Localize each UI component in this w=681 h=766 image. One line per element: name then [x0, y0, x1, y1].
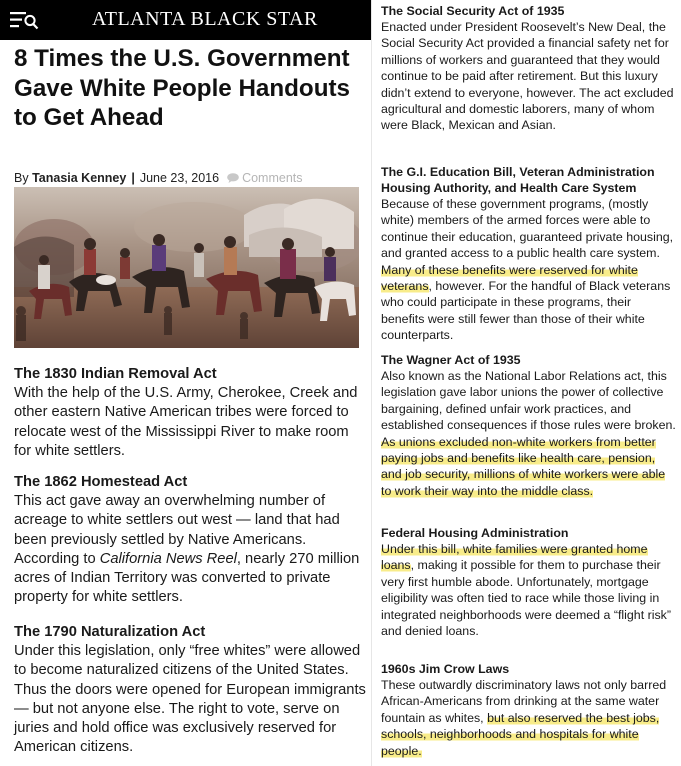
byline-prefix: By: [14, 171, 29, 185]
body-text: These outwardly discriminatory laws not only barred African-Americans from drinking at the same water fountain as whites,: [381, 678, 667, 725]
section-body: Under this legislation, only “free whites” were allowed to become naturalized citizens of the United States. Thus the doors were opened for European immigrants — but not anyone else. The right to vote, serve on juries and hold office was exclusively reserved for American citizens.: [14, 643, 366, 756]
site-logo[interactable]: ATLANTA BLACK STAR: [92, 8, 318, 30]
section-body: [381, 541, 677, 639]
section-naturalization-act: [14, 623, 366, 758]
section-body: [381, 368, 677, 499]
section-wagner-act: [381, 352, 677, 499]
highlighted-text: Under this bill, white families were granted home loans: [381, 542, 648, 573]
author-link[interactable]: Tanasia Kenney: [32, 171, 127, 185]
section-title: The G.I. Education Bill, Veteran Administration Housing Authority, and Health Care System: [381, 165, 655, 195]
section-title: The Social Security Act of 1935: [381, 4, 565, 18]
site-header: [0, 0, 372, 40]
section-body: Enacted under President Roosevelt’s New Deal, the Social Security Act provided a financial safety net for millions of workers and guaranteed that they would continue to be paid after retirement. But this luxury didn’t extend to everyone, however. The act excluded agricultural and domestic laborers, many of whom were Black, Mexican and Asian.: [381, 20, 674, 133]
comments-label: Comments: [242, 171, 303, 185]
body-text: This act gave away an overwhelming number of acreage to white settlers out west — land that had been previously settled by Native Americans. According to: [14, 493, 340, 567]
section-body: [381, 196, 677, 344]
hero-painting[interactable]: [14, 187, 359, 348]
section-homestead-act: [14, 473, 366, 608]
section-title: The 1790 Naturalization Act: [14, 624, 206, 640]
section-title: Federal Housing Administration: [381, 526, 569, 540]
menu-search-icon[interactable]: [10, 10, 40, 30]
section-title: The 1830 Indian Removal Act: [14, 366, 217, 382]
highlighted-text: As unions excluded non-white workers from better paying jobs and benefits like health care, pension, and job security, millions of white workers were able to work their way into the middle class.: [381, 434, 666, 498]
body-text: , nearly 270 million acres of Indian Territory was converted to private property for white settlers.: [14, 550, 360, 606]
section-social-security-act: [381, 3, 677, 134]
highlighted-text: but also reserved the best jobs, schools, neighborhoods and hospitals for white people.: [381, 710, 660, 758]
article-date: June 23, 2016: [139, 171, 220, 185]
right-column: [372, 0, 681, 766]
section-body: With the help of the U.S. Army, Cherokee, Creek and other eastern Native American tribes were forced to relocate west of the Mississippi River to make room for white settlers.: [14, 385, 358, 459]
section-jim-crow-laws: [381, 661, 677, 759]
section-title: The Wagner Act of 1935: [381, 353, 521, 367]
body-text: Because of these government programs, (mostly white) members of the armed forces were able to continue their education, guaranteed private housing, and granted access to a public health care system.: [381, 197, 674, 261]
section-gi-bill: [381, 164, 677, 344]
body-text: Also known as the National Labor Relations act, this legislation gave labor unions the power of collective bargaining, defined unfair work practices, and established consequences if those rules were broken.: [381, 369, 676, 433]
section-federal-housing: [381, 525, 677, 639]
source-citation: California News Reel: [99, 550, 237, 567]
article-headline: 8 Times the U.S. Government Gave White People Handouts to Get Ahead: [14, 45, 350, 131]
byline-separator: |: [131, 171, 135, 185]
byline: [14, 171, 303, 185]
speech-bubble-icon: [227, 173, 239, 183]
section-title: 1960s Jim Crow Laws: [381, 662, 510, 676]
comments-link[interactable]: [227, 171, 303, 185]
section-title: The 1862 Homestead Act: [14, 474, 188, 490]
section-body: [14, 492, 366, 608]
body-text: , however. For the handful of Black veterans who could participate in these programs, their benefits were still fewer than those of their white counterparts.: [381, 279, 671, 343]
section-body: [381, 677, 677, 759]
highlighted-text: Many of these benefits were reserved for white veterans: [381, 262, 638, 294]
body-text: , making it possible for them to purchase their very first humble abode. Unfortunately, mortgage eligibility was often tied to race while those living in integrated neighborhoods were deemed a “flight risk” and denied loans.: [381, 558, 671, 639]
section-indian-removal-act: [14, 365, 366, 461]
